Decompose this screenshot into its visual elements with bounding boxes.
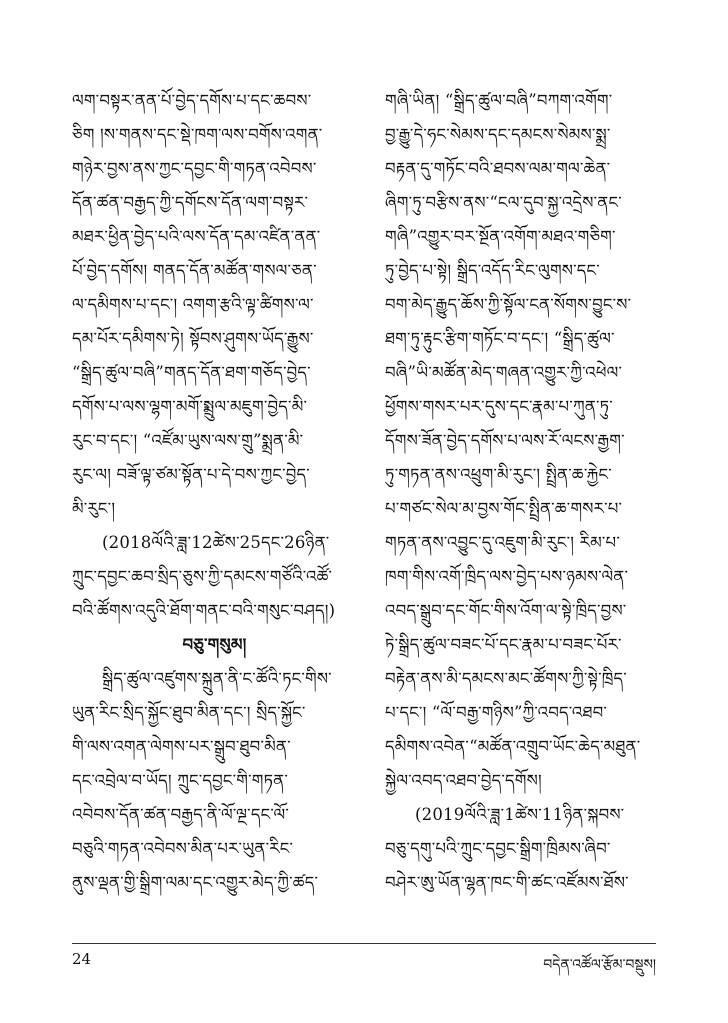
text-line: མི་རུང་། xyxy=(72,499,116,518)
text-line: སྒྲིད་ཚུལ་འཛུགས་སྐྲུན་ནི་ང་ཚོའི་ཏང་གིས་ xyxy=(102,669,332,688)
text-line: ཅིག །ས་གནས་དང་སྡེ་ཁག་ལས་བགོས་འགན་ xyxy=(72,125,323,144)
text-line: གི་ལས་འགན་ལེགས་པར་སྒྲུབ་ཐུབ་མིན་ xyxy=(72,737,291,756)
footer-rule xyxy=(72,943,656,944)
text-line: ཏུ་གཏན་ནས་འཕྲུག་མི་རུང་། སྤྲིན་ཆ་རྐྱེང་ xyxy=(385,465,612,484)
text-line: བྱ་རྒྱུ་དེ་ཧང་སེམས་དང་དམངས་སེམས་སྨྲ་ xyxy=(385,125,611,144)
text-line: དགོས་པ་ལས་ལྷག་མགོ་སྨྲུལ་མཇུག་བྱེད་མི་ xyxy=(72,397,308,416)
text-line: བཞི”ཡི་མཚོན་མེད་གཞན་འགྱུར་ཀྱི་འཕེལ་ xyxy=(385,363,623,382)
text-line: ཏུ་བྱེད་པ་སྟེ། སྒྲིད་འདོད་རིང་ལུགས་དང་ xyxy=(385,261,600,280)
section-heading: བཅུ་གསུམ། xyxy=(182,635,247,654)
text-line: བཅུ་དགུ་པའི་ཀྲུང་དབྱང་སྒྲིག་ཁྲིམས་ཞིབ་ xyxy=(385,839,611,858)
text-line: ཀྲུང་དབྱང་ཆབ་སྲིད་ཅུས་ཀྱི་དམངས་གཙོའི་འཚོ་ xyxy=(72,567,333,586)
text-line: གཞི”འགྱུར་བར་སྔོན་འགོག་མཐའ་གཅིག་ xyxy=(385,227,616,246)
text-line: དང་འབྲེལ་བ་ཡོད། ཀྲུང་དབྱང་གི་གཏན་ xyxy=(72,771,289,790)
text-line: གཉེར་བྱས་ནས་ཀྱང་དབྱང་གི་གཏན་འབེབས་ xyxy=(72,159,317,178)
text-line: (2018ལོའི་ཟླ་12ཚེས་25དང་26ཉིན་ xyxy=(102,533,330,552)
text-line: ཐག་ཏུ་རྟུང་རྩིག་གཏོང་བ་དང་། “སྒྲིད་ཚུལ་ xyxy=(385,329,615,348)
text-line: པོ་བྱེད་དགོས། གནད་དོན་མཚོན་གསལ་ཅན་ xyxy=(72,261,317,280)
text-line: བཅུའི་གཏན་འབེབས་མིན་པར་ཡུན་རིང་ xyxy=(72,839,294,858)
text-line: རུང་ལ། བཟོ་ལྟ་ཙམ་སྟོན་པ་དེ་བས་ཀྱང་བྱེད་ xyxy=(72,465,310,484)
text-line: དོགས་ཟོན་བྱེད་དགོས་པ་ལས་རོ་ལངས་རྒྱག་ xyxy=(385,431,625,450)
text-line: བཤེར་ཨུ་ཡོན་ལྷན་ཁང་གི་ཚང་འཛོམས་ཐོས་ xyxy=(385,873,629,892)
text-line: དམ་པོར་དམིགས་ཏེ། སྟོབས་ཤུགས་ཡོད་རྒྱུས་ xyxy=(72,329,314,348)
text-line: གཞི་ཡིན། “སྒྲིད་ཚུལ་བཞི”བཀག་འགོག་ xyxy=(385,91,613,110)
text-line: བག་མེད་རྒྱུད་ཆོས་ཀྱི་སྟོལ་ངན་སོགས་བྱུང་ས་ xyxy=(385,295,632,314)
text-line: (2019ལོའི་ཟླ་1ཚེས་11ཉིན་སྐབས་ xyxy=(415,805,625,824)
text-line: པ་གཙང་སེལ་མ་བྱས་གོང་སྤྲིན་ཆ་གསར་པ་ xyxy=(385,499,623,518)
text-line: གཏན་ནས་འབྱུང་དུ་འཇུག་མི་རུང་། རིམ་པ་ xyxy=(385,533,620,552)
text-line: སྐྱེལ་འབད་འཐབ་བྱེད་དགོས། xyxy=(385,771,542,790)
text-line: ལག་བསྟར་ནན་པོ་བྱེད་དགོས་པ་དང་ཆབས་ xyxy=(72,91,312,110)
text-line: ནུས་ལྡན་གྱི་སྒྲིག་ལམ་དང་འགྱུར་མེད་ཀྱི་ཚད་ xyxy=(72,873,319,892)
text-line: ལ་དམིགས་པ་དང་། འགག་རྩའི་ལྟ་ཚིགས་ལ་ xyxy=(72,295,314,314)
text-line: ཁག་གིས་འགོ་ཁྲིད་ལས་བྱེད་པས་ཉམས་ལེན་ xyxy=(385,567,629,586)
text-line: བརྟེན་ནས་མི་དམངས་མང་ཚོགས་ཀྱི་སྟེ་ཁྲིད་ xyxy=(385,669,627,688)
text-line: ཕྱོགས་གསར་པར་དུས་དང་རྣམ་པ་ཀུན་ཏུ་ xyxy=(385,397,613,416)
text-line: བའི་ཚོགས་འདུའི་ཐོག་གནང་བའི་གསུང་བཤད།) xyxy=(72,601,336,620)
right-column xyxy=(385,84,670,900)
text-line: དོན་ཚན་བརྒྱད་ཀྱི་དགོངས་དོན་ལག་བསྟར་ xyxy=(72,193,309,212)
text-line: འབད་སྒྲུབ་དང་གོང་གིས་འོག་ལ་སྟེ་ཁྲིད་བྱས་ xyxy=(385,601,627,620)
text-line: མཐར་ཕྱིན་བྱེད་པའི་ལས་དོན་དམ་འཛིན་ནན་ xyxy=(72,227,321,246)
text-line: ཡུན་རིང་སྲིད་སྐྱོང་ཐུབ་མིན་དང་། སྲིད་སྐྱོང་ xyxy=(72,703,306,722)
text-line: པ་དང་། “ལོ་བརྒྱ་གཉིས”ཀྱི་འབད་འཐབ་ xyxy=(385,703,608,722)
left-column xyxy=(72,84,357,900)
text-line: ཏེ་སྒྲིད་ཚུལ་བཟང་པོ་དང་རྣམ་པ་བཟང་པོར་ xyxy=(385,635,622,654)
text-line: ཞིག་ཏུ་བརྩིས་ནས་“ངལ་དུབ་སྐྱ་འདྲེས་ནང་ xyxy=(385,193,622,212)
running-title: བདེན་འཚོལ་རྩོམ་བསྡུས། xyxy=(543,957,656,973)
page-number: 24 xyxy=(72,950,92,968)
text-line: “སྒྲིད་ཚུལ་བཞི”གནད་དོན་ཐག་གཅོད་བྱེད་ xyxy=(72,363,311,382)
text-line: བརྟན་དུ་གཏོང་བའི་ཐབས་ལམ་གལ་ཆེན་ xyxy=(385,159,611,178)
text-line: འབེབས་དོན་ཚན་བརྒྱད་ནི་ལོ་ལྔ་དང་ལོ་ xyxy=(72,805,290,824)
text-line: རུང་བ་དང་། “འཛོམ་ཡུས་ལས་གྲུ”སྨྲན་མི་ xyxy=(72,431,304,450)
text-line: དམིགས་འབེན་“མཚོན་འགྲུབ་ཡོང་ཆེད་མཐུན་ xyxy=(385,737,641,756)
